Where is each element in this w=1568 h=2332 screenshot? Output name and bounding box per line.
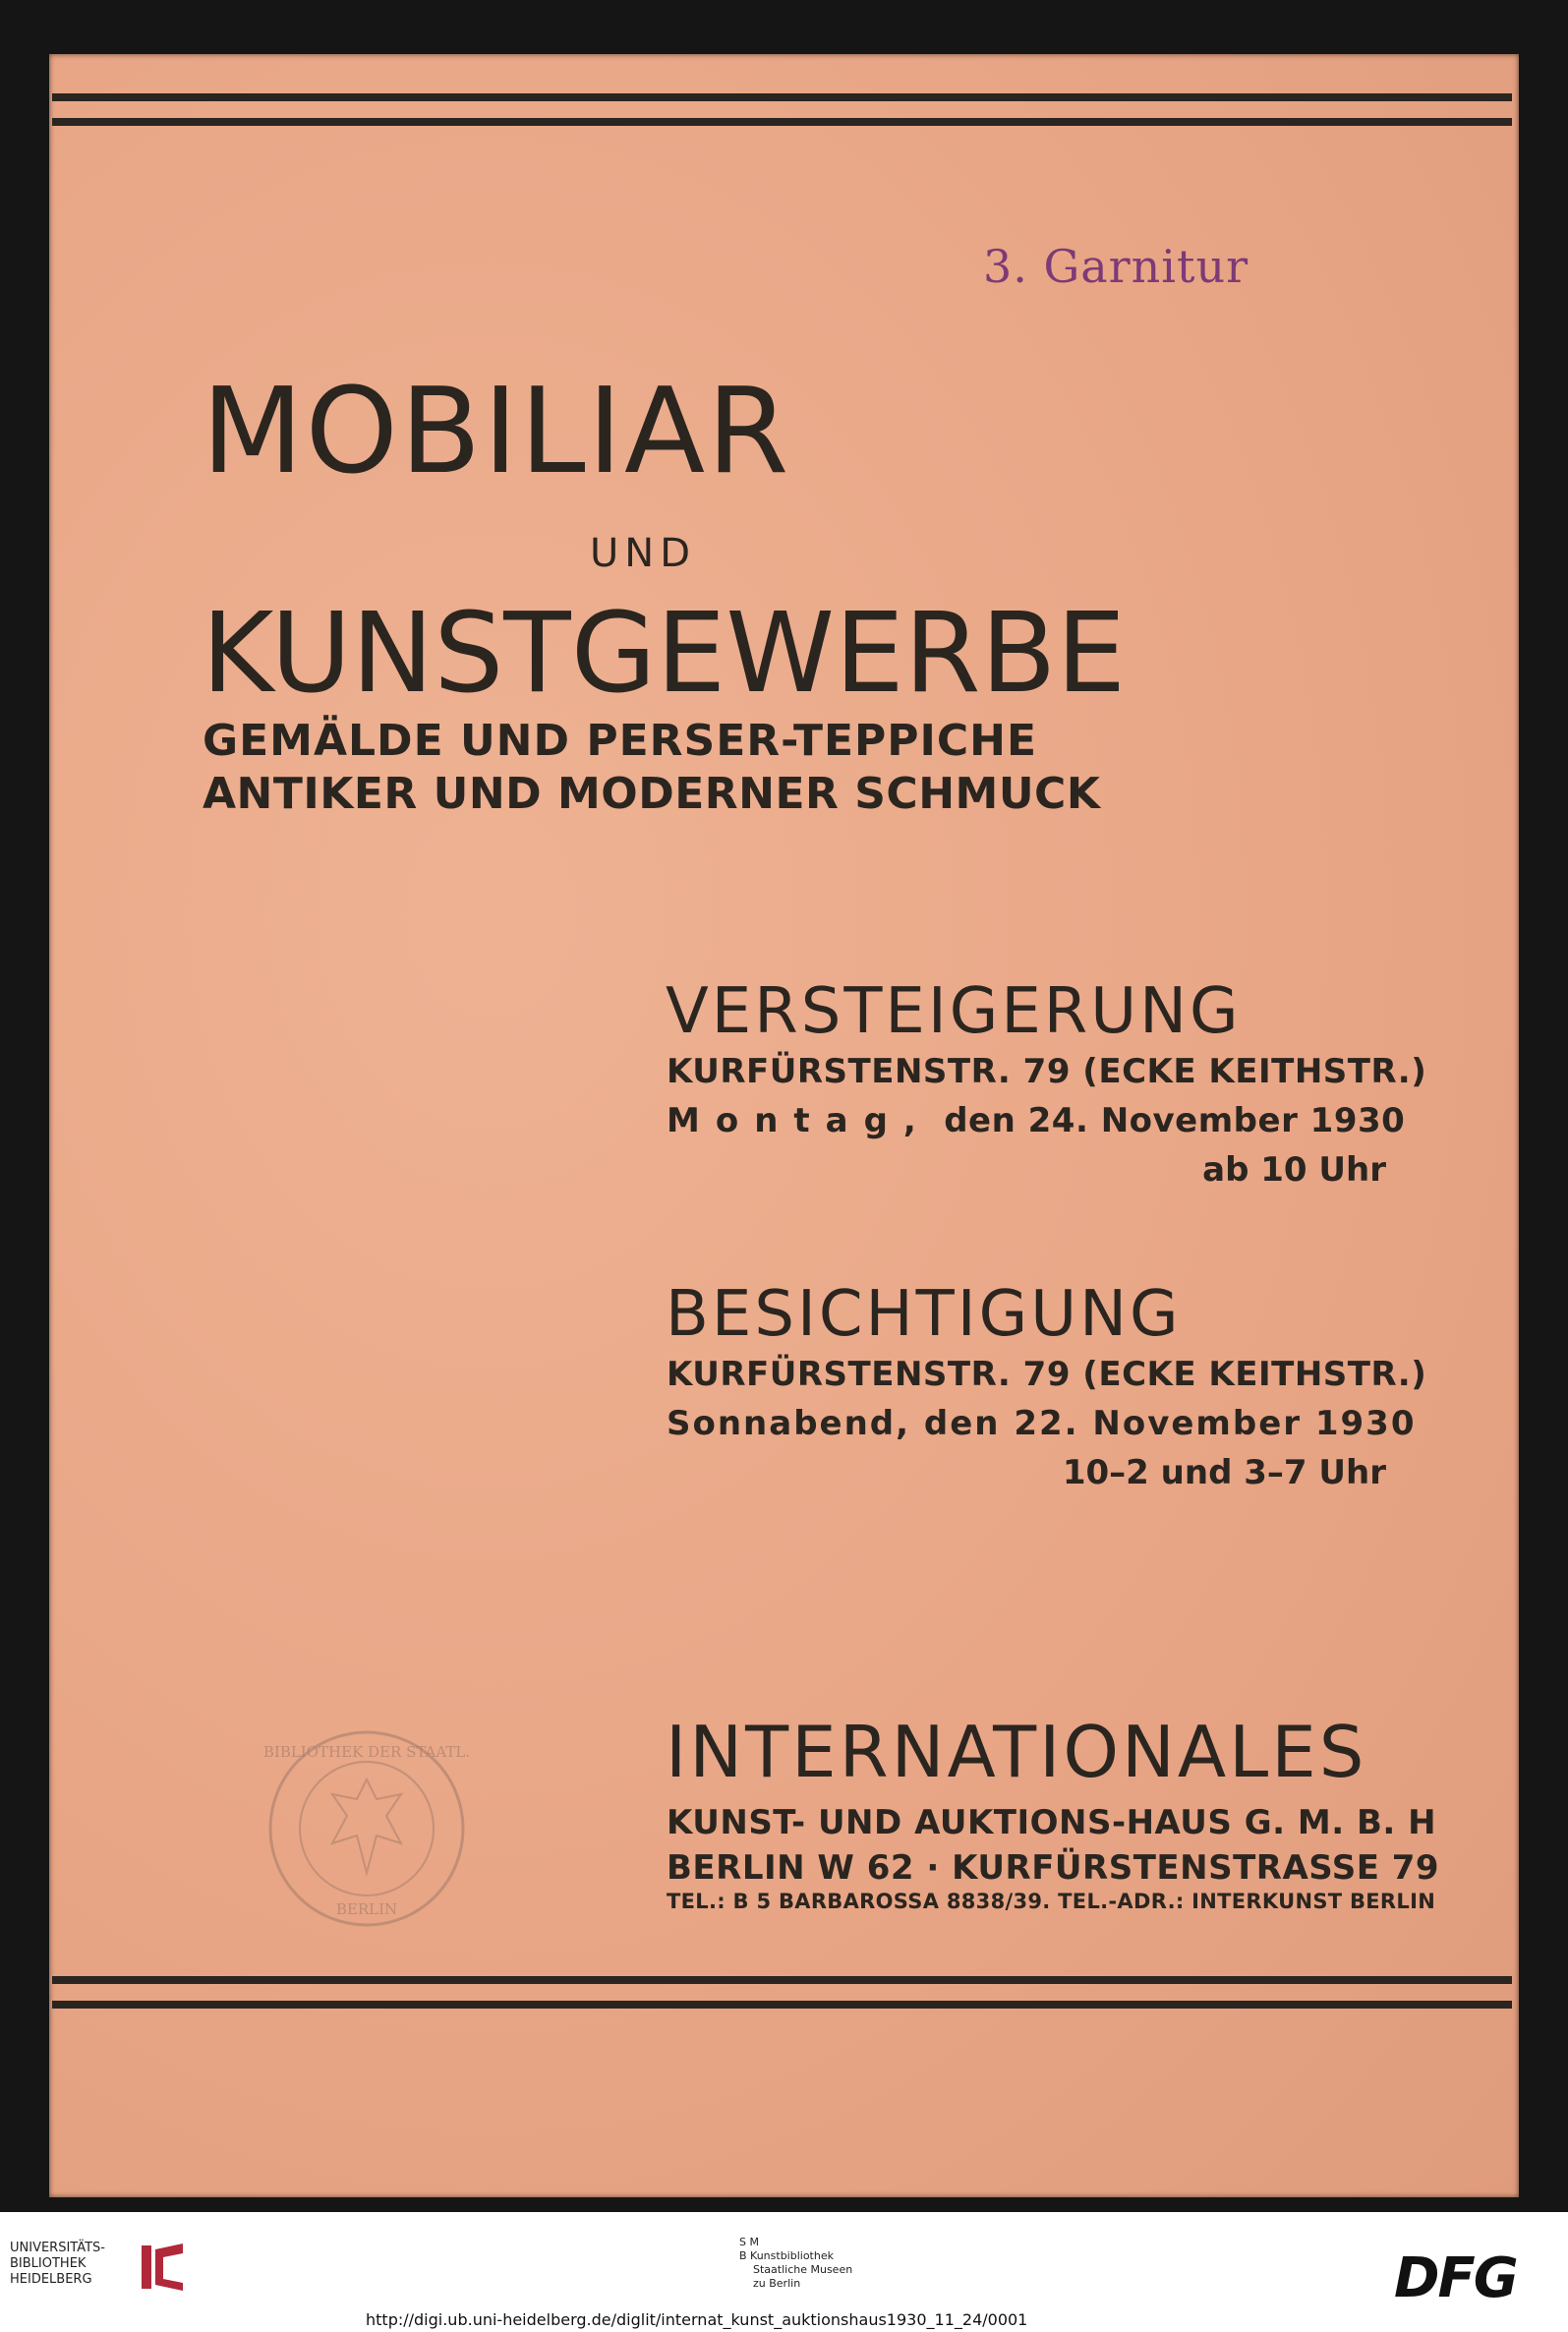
auction-date [667, 1101, 1405, 1140]
auction-day: Montag, [667, 1101, 932, 1140]
ub-line: BIBLIOTHEK [10, 2256, 87, 2271]
garnitur-stamp: 3. Garnitur [983, 240, 1249, 293]
auction-address: KURFÜRSTENSTR. 79 (ECKE KEITHSTR.) [667, 1052, 1427, 1091]
ub-line: UNIVERSITÄTS- [10, 2241, 105, 2255]
kb-line: B Kunstbibliothek [739, 2249, 834, 2262]
main-title: MOBILIAR [202, 364, 791, 500]
viewing-date: Sonnabend, den 22. November 1930 [667, 1404, 1417, 1443]
auction-time: ab 10 Uhr [1202, 1150, 1386, 1190]
kunstbibliothek-credit [739, 2236, 852, 2291]
kb-line: S M [739, 2236, 759, 2248]
kb-line: zu Berlin [753, 2277, 801, 2290]
subtitle-line-2: ANTIKER UND MODERNER SCHMUCK [203, 769, 1101, 819]
viewing-address: KURFÜRSTENSTR. 79 (ECKE KEITHSTR.) [667, 1355, 1427, 1394]
company-line-1: KUNST- UND AUKTIONS-HAUS G. M. B. H [667, 1803, 1437, 1842]
company-line-2: BERLIN W 62 · KURFÜRSTENSTRASSE 79 [667, 1848, 1440, 1888]
viewing-heading: BESICHTIGUNG [666, 1278, 1182, 1351]
title-conjunction: UND [590, 531, 696, 576]
company-line-3: TEL.: B 5 BARBAROSSA 8838/39. TEL.-ADR.: INTERKUNST BERLIN [667, 1890, 1436, 1913]
library-stamp [263, 1725, 470, 1932]
dfg-logo: DFG [1394, 2246, 1517, 2310]
company-name: INTERNATIONALES [666, 1711, 1367, 1793]
viewing-time: 10–2 und 3–7 Uhr [1062, 1453, 1386, 1492]
top-rule-1 [52, 93, 1512, 101]
bottom-rule-1 [52, 1976, 1512, 1984]
kb-line: Staatliche Museen [753, 2263, 853, 2276]
subtitle-line-1: GEMÄLDE UND PERSER-TEPPICHE [203, 716, 1038, 766]
ub-line: HEIDELBERG [10, 2272, 92, 2287]
bottom-rule-2 [52, 2001, 1512, 2009]
source-url-link[interactable]: http://digi.ub.uni-heidelberg.de/diglit/internat_kunst_auktionshaus1930_11_24/0001 [366, 2310, 1028, 2329]
ub-heidelberg-logo-icon [138, 2240, 193, 2295]
second-title: KUNSTGEWERBE [202, 590, 1127, 718]
top-rule-2 [52, 118, 1512, 126]
auction-heading: VERSTEIGERUNG [666, 975, 1242, 1048]
svg-text:BIBLIOTHEK DER STAATL.: BIBLIOTHEK DER STAATL. [263, 1743, 470, 1761]
ub-heidelberg-text [10, 2241, 105, 2288]
svg-text:BERLIN: BERLIN [335, 1900, 398, 1918]
auction-date-text: den 24. November 1930 [944, 1101, 1406, 1140]
